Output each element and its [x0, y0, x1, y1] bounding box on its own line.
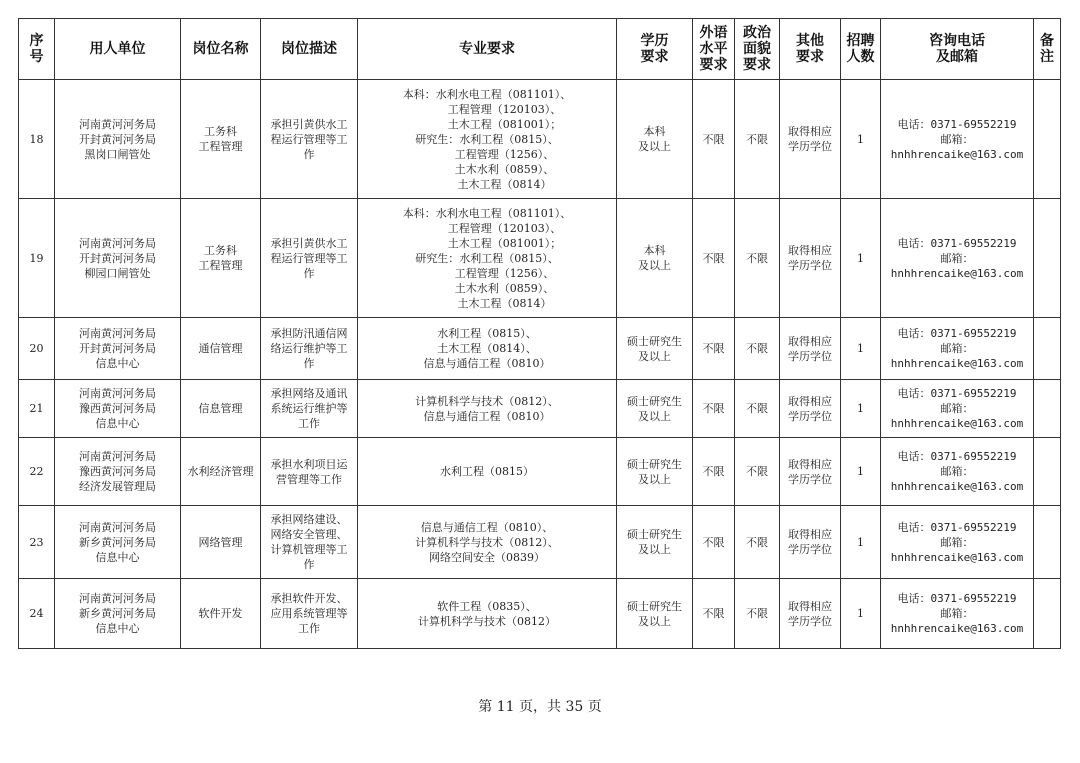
- cell-contact: 电话：0371-69552219 邮箱： hnhhrencaike@163.com: [881, 199, 1034, 318]
- cell-education: 硕士研究生 及以上: [617, 318, 693, 380]
- cell-other: 取得相应 学历学位: [780, 438, 841, 506]
- cell-position: 软件开发: [181, 579, 261, 649]
- header-count: 招聘 人数: [841, 19, 881, 80]
- cell-unit: 河南黄河河务局 开封黄河河务局 信息中心: [55, 318, 181, 380]
- cell-position: 通信管理: [181, 318, 261, 380]
- cell-count: 1: [841, 579, 881, 649]
- cell-education: 本科 及以上: [617, 199, 693, 318]
- cell-description: 承担网络建设、 网络安全管理、 计算机管理等工 作: [261, 506, 358, 579]
- cell-unit: 河南黄河河务局 新乡黄河河务局 信息中心: [55, 579, 181, 649]
- cell-description: 承担软件开发、 应用系统管理等 工作: [261, 579, 358, 649]
- cell-count: 1: [841, 506, 881, 579]
- table-row: [19, 579, 1061, 649]
- cell-note: [1034, 199, 1061, 318]
- header-political: 政治 面貌 要求: [735, 19, 780, 80]
- cell-contact: 电话：0371-69552219 邮箱： hnhhrencaike@163.com: [881, 438, 1034, 506]
- table-row: [19, 80, 1061, 199]
- cell-count: 1: [841, 199, 881, 318]
- cell-count: 1: [841, 80, 881, 199]
- cell-other: 取得相应 学历学位: [780, 579, 841, 649]
- cell-other: 取得相应 学历学位: [780, 506, 841, 579]
- cell-language: 不限: [693, 579, 735, 649]
- cell-position: 信息管理: [181, 380, 261, 438]
- cell-unit: 河南黄河河务局 豫西黄河河务局 信息中心: [55, 380, 181, 438]
- cell-language: 不限: [693, 380, 735, 438]
- cell-language: 不限: [693, 506, 735, 579]
- cell-note: [1034, 80, 1061, 199]
- cell-political: 不限: [735, 318, 780, 380]
- cell-note: [1034, 380, 1061, 438]
- cell-no: 21: [19, 380, 55, 438]
- cell-education: 硕士研究生 及以上: [617, 438, 693, 506]
- header-no: 序 号: [19, 19, 55, 80]
- cell-language: 不限: [693, 80, 735, 199]
- cell-political: 不限: [735, 579, 780, 649]
- cell-contact: 电话：0371-69552219 邮箱： hnhhrencaike@163.com: [881, 506, 1034, 579]
- header-other: 其他 要求: [780, 19, 841, 80]
- cell-contact: 电话：0371-69552219 邮箱： hnhhrencaike@163.com: [881, 579, 1034, 649]
- cell-language: 不限: [693, 318, 735, 380]
- cell-note: [1034, 579, 1061, 649]
- cell-count: 1: [841, 438, 881, 506]
- table-row: [19, 438, 1061, 506]
- cell-no: 19: [19, 199, 55, 318]
- cell-position: 工务科 工程管理: [181, 199, 261, 318]
- cell-contact: 电话：0371-69552219 邮箱： hnhhrencaike@163.com: [881, 380, 1034, 438]
- cell-language: 不限: [693, 438, 735, 506]
- cell-position: 网络管理: [181, 506, 261, 579]
- cell-other: 取得相应 学历学位: [780, 380, 841, 438]
- cell-major: 信息与通信工程（0810）、 计算机科学与技术（0812）、 网络空间安全（0839）: [358, 506, 617, 579]
- cell-contact: 电话：0371-69552219 邮箱： hnhhrencaike@163.com: [881, 80, 1034, 199]
- cell-description: 承担防汛通信网 络运行维护等工 作: [261, 318, 358, 380]
- header-language: 外语 水平 要求: [693, 19, 735, 80]
- table-row: [19, 199, 1061, 318]
- cell-count: 1: [841, 318, 881, 380]
- cell-unit: 河南黄河河务局 开封黄河河务局 柳园口闸管处: [55, 199, 181, 318]
- cell-other: 取得相应 学历学位: [780, 80, 841, 199]
- table-row: [19, 380, 1061, 438]
- cell-political: 不限: [735, 199, 780, 318]
- cell-position: 工务科 工程管理: [181, 80, 261, 199]
- cell-description: 承担引黄供水工 程运行管理等工 作: [261, 199, 358, 318]
- cell-political: 不限: [735, 80, 780, 199]
- cell-position: 水利经济管理: [181, 438, 261, 506]
- header-position: 岗位名称: [181, 19, 261, 80]
- cell-major: 本科：水利水电工程（081101）、 工程管理（120103）、 土木工程（081001）； 研究生：水利工程（0815）、 工程管理（1256）、 土木水利（0859）、 土木工程（0814）: [358, 80, 617, 199]
- header-unit: 用人单位: [55, 19, 181, 80]
- header-row: [19, 19, 1061, 80]
- table-row: [19, 506, 1061, 579]
- recruitment-table: [18, 18, 1061, 649]
- cell-count: 1: [841, 380, 881, 438]
- cell-description: 承担引黄供水工 程运行管理等工 作: [261, 80, 358, 199]
- cell-contact: 电话：0371-69552219 邮箱： hnhhrencaike@163.com: [881, 318, 1034, 380]
- cell-language: 不限: [693, 199, 735, 318]
- cell-unit: 河南黄河河务局 开封黄河河务局 黑岗口闸管处: [55, 80, 181, 199]
- header-major: 专业要求: [358, 19, 617, 80]
- cell-other: 取得相应 学历学位: [780, 199, 841, 318]
- cell-no: 23: [19, 506, 55, 579]
- cell-major: 计算机科学与技术（0812）、 信息与通信工程（0810）: [358, 380, 617, 438]
- cell-unit: 河南黄河河务局 新乡黄河河务局 信息中心: [55, 506, 181, 579]
- cell-political: 不限: [735, 380, 780, 438]
- cell-education: 硕士研究生 及以上: [617, 579, 693, 649]
- cell-education: 本科 及以上: [617, 80, 693, 199]
- cell-political: 不限: [735, 438, 780, 506]
- header-contact: 咨询电话 及邮箱: [881, 19, 1034, 80]
- table-row: [19, 318, 1061, 380]
- cell-unit: 河南黄河河务局 豫西黄河河务局 经济发展管理局: [55, 438, 181, 506]
- cell-education: 硕士研究生 及以上: [617, 380, 693, 438]
- cell-major: 本科：水利水电工程（081101）、 工程管理（120103）、 土木工程（081001）； 研究生：水利工程（0815）、 工程管理（1256）、 土木水利（0859）、 土木工程（0814）: [358, 199, 617, 318]
- cell-note: [1034, 438, 1061, 506]
- cell-no: 20: [19, 318, 55, 380]
- cell-other: 取得相应 学历学位: [780, 318, 841, 380]
- header-note: 备 注: [1034, 19, 1061, 80]
- cell-education: 硕士研究生 及以上: [617, 506, 693, 579]
- cell-major: 水利工程（0815）: [358, 438, 617, 506]
- cell-major: 水利工程（0815）、 土木工程（0814）、 信息与通信工程（0810）: [358, 318, 617, 380]
- cell-note: [1034, 318, 1061, 380]
- page-number: 第 11 页，共 35 页: [478, 699, 602, 715]
- cell-major: 软件工程（0835）、 计算机科学与技术（0812）: [358, 579, 617, 649]
- cell-no: 24: [19, 579, 55, 649]
- cell-no: 18: [19, 80, 55, 199]
- cell-note: [1034, 506, 1061, 579]
- cell-description: 承担网络及通讯 系统运行维护等 工作: [261, 380, 358, 438]
- cell-description: 承担水利项目运 营管理等工作: [261, 438, 358, 506]
- cell-no: 22: [19, 438, 55, 506]
- cell-political: 不限: [735, 506, 780, 579]
- header-description: 岗位描述: [261, 19, 358, 80]
- header-education: 学历 要求: [617, 19, 693, 80]
